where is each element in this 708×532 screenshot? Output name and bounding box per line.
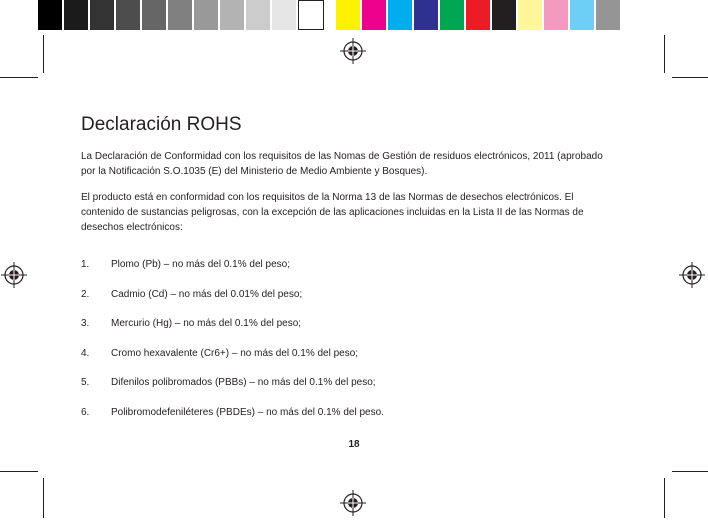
list-item-text: Cadmio (Cd) – no más del 0.01% del peso; (111, 288, 303, 300)
crop-mark (43, 478, 44, 518)
list-item-number: 5. (81, 377, 90, 388)
registration-mark-icon (340, 38, 366, 64)
color-swatch (246, 0, 272, 30)
color-swatch (388, 0, 414, 30)
paragraph-line: desechos electrónicos: (81, 222, 183, 233)
color-swatch (362, 0, 388, 30)
color-swatch (272, 0, 298, 30)
color-swatch (116, 0, 142, 30)
list-item-number: 3. (81, 318, 90, 329)
paragraph-line: El producto está en conformidad con los requisitos de la Norma 13 de las Normas de desechos electrónicos. El (81, 192, 574, 203)
color-swatch (570, 0, 596, 30)
crop-mark (664, 35, 665, 73)
crop-mark (672, 77, 708, 78)
color-swatch (440, 0, 466, 30)
page-title: Declaración ROHS (81, 114, 242, 135)
list-item-number: 4. (81, 347, 90, 359)
color-swatch (518, 0, 544, 30)
list-item-text: Cromo hexavalente (Cr6+) – no más del 0.1% del peso; (111, 347, 359, 359)
list-item (81, 259, 384, 289)
list-item (81, 289, 384, 319)
list-item-number: 2. (81, 288, 90, 300)
list-item (81, 318, 384, 348)
color-calibration-bar (38, 0, 622, 30)
list-item-text: Mercurio (Hg) – no más del 0.1% del peso; (111, 318, 302, 329)
list-item (81, 348, 384, 378)
color-swatch (414, 0, 440, 30)
paragraph-declaration (81, 149, 611, 179)
list-item (81, 407, 384, 437)
registration-mark-icon (1, 262, 27, 288)
color-swatch (38, 0, 64, 30)
color-swatch-gap (324, 0, 336, 30)
substance-list (81, 259, 384, 436)
color-swatch (220, 0, 246, 30)
color-swatch (194, 0, 220, 30)
list-item (81, 377, 384, 407)
color-swatch (466, 0, 492, 30)
list-item-number: 6. (81, 406, 90, 418)
color-swatch (492, 0, 518, 30)
list-item-number: 1. (81, 259, 90, 270)
list-item-text: Plomo (Pb) – no más del 0.1% del peso; (111, 259, 290, 270)
color-swatch (336, 0, 362, 30)
registration-mark-icon (340, 490, 366, 516)
crop-mark (0, 471, 38, 472)
paragraph-line: contenido de sustancias peligrosas, con la excepción de las aplicaciones incluidas en la Lista II de las Normas de (81, 207, 584, 218)
color-swatch (544, 0, 570, 30)
list-item-text: Difenilos polibromados (PBBs) – no más del 0.1% del peso; (111, 377, 376, 388)
page-number: 18 (348, 439, 360, 450)
paragraph-conformity (81, 190, 611, 235)
paragraph-line: por la Notificación S.O.1035 (E) del Ministerio de Medio Ambiente y Bosques). (81, 166, 428, 177)
color-swatch (596, 0, 622, 30)
color-swatch (90, 0, 116, 30)
crop-mark (43, 35, 44, 73)
registration-mark-icon (679, 262, 705, 288)
crop-mark (0, 77, 38, 78)
color-swatch (142, 0, 168, 30)
color-swatch (298, 0, 324, 30)
color-swatch (64, 0, 90, 30)
list-item-text: Polibromodefeniléteres (PBDEs) – no más del 0.1% del peso. (111, 406, 384, 418)
color-swatch (168, 0, 194, 30)
crop-mark (664, 478, 665, 518)
paragraph-line: La Declaración de Conformidad con los requisitos de las Nomas de Gestión de residuos electrónicos, 2011 (aprobado (81, 151, 603, 162)
crop-mark (672, 471, 708, 472)
